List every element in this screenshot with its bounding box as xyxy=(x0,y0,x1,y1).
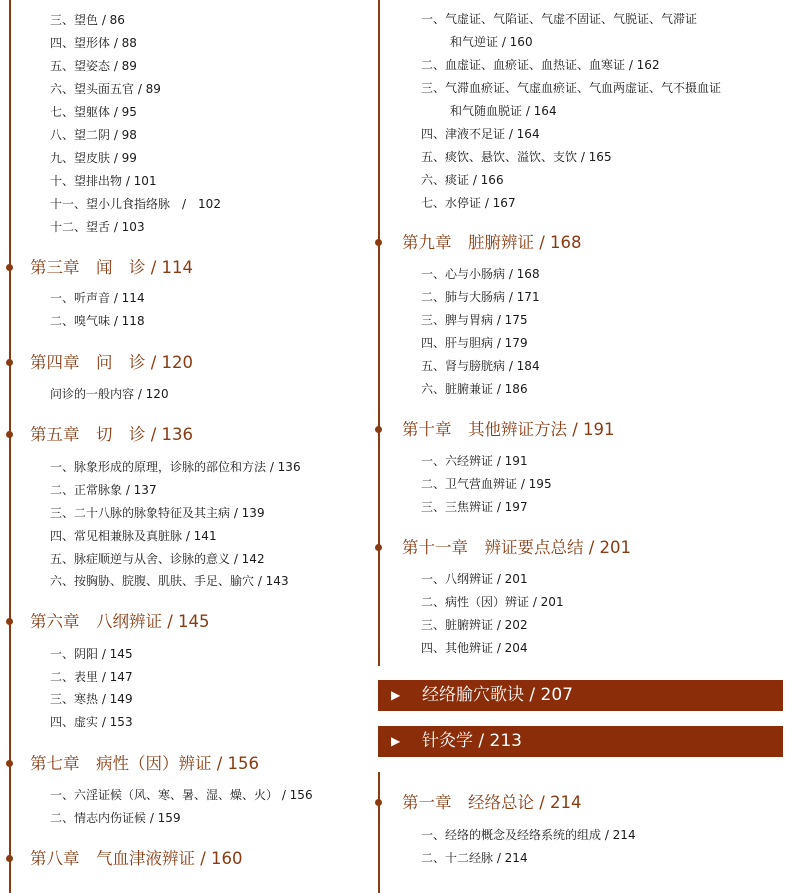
section-band-title: 经络腧穴歌诀 / 207 xyxy=(422,685,573,705)
toc-entry[interactable]: 五、脉症顺逆与从舍、诊脉的意义 / 142 xyxy=(50,552,265,566)
toc-entry[interactable]: 八、望二阴 / 98 xyxy=(50,128,137,142)
chapter-3-heading[interactable]: 第三章 闻 诊 / 114 xyxy=(30,258,194,277)
toc-entry[interactable]: 二、表里 / 147 xyxy=(50,670,133,684)
section-band-title: 针灸学 / 213 xyxy=(422,731,522,751)
chapter-marker-dot xyxy=(6,431,13,438)
toc-entry[interactable]: 六、按胸胁、脘腹、肌肤、手足、腧穴 / 143 xyxy=(50,574,289,588)
toc-entry[interactable]: 五、痰饮、悬饮、溢饮、支饮 / 165 xyxy=(421,150,612,164)
toc-entry[interactable]: 四、肝与胆病 / 179 xyxy=(421,336,528,350)
toc-entry[interactable]: 六、望头面五官 / 89 xyxy=(50,82,161,96)
chapter-11-heading[interactable]: 第十一章 辨证要点总结 / 201 xyxy=(402,538,632,557)
toc-entry[interactable]: 三、气滞血瘀证、气虚血瘀证、气血两虚证、气不摄血证 xyxy=(421,81,722,95)
toc-entry[interactable]: 二、十二经脉 / 214 xyxy=(421,851,528,865)
toc-entry[interactable]: 一、脉象形成的原理，诊脉的部位和方法 / 136 xyxy=(50,460,301,474)
toc-entry[interactable]: 三、脏腑辨证 / 202 xyxy=(421,618,528,632)
toc-entry[interactable]: 六、脏腑兼证 / 186 xyxy=(421,382,528,396)
chapter-10-heading[interactable]: 第十章 其他辨证方法 / 191 xyxy=(402,420,615,439)
toc-entry[interactable]: 一、阴阳 / 145 xyxy=(50,647,133,661)
chapter-marker-dot xyxy=(6,264,13,271)
toc-entry[interactable]: 四、其他辨证 / 204 xyxy=(421,641,528,655)
toc-entry[interactable]: 七、望躯体 / 95 xyxy=(50,105,137,119)
toc-entry[interactable]: 四、望形体 / 88 xyxy=(50,36,137,50)
toc-entry[interactable]: 三、寒热 / 149 xyxy=(50,692,133,706)
toc-entry[interactable]: 九、望皮肤 / 99 xyxy=(50,151,137,165)
toc-entry[interactable]: 七、水停证 / 167 xyxy=(421,196,516,210)
toc-entry-continuation: 和气随血脱证 / 164 xyxy=(450,104,557,118)
toc-entry[interactable]: 一、心与小肠病 / 168 xyxy=(421,267,540,281)
chapter-7-heading[interactable]: 第七章 病性（因）辨证 / 156 xyxy=(30,754,260,773)
chapter-6-heading[interactable]: 第六章 八纲辨证 / 145 xyxy=(30,612,210,631)
toc-entry[interactable]: 三、二十八脉的脉象特征及其主病 / 139 xyxy=(50,506,265,520)
toc-entry[interactable]: 一、经络的概念及经络系统的组成 / 214 xyxy=(421,828,636,842)
toc-entry[interactable]: 二、血虚证、血瘀证、血热证、血寒证 / 162 xyxy=(421,58,660,72)
toc-entry[interactable]: 三、望色 / 86 xyxy=(50,13,125,27)
chapter-5-heading[interactable]: 第五章 切 诊 / 136 xyxy=(30,425,194,444)
toc-entry[interactable]: 四、津液不足证 / 164 xyxy=(421,127,540,141)
toc-entry[interactable]: 一、六淫证候（风、寒、暑、湿、燥、火） / 156 xyxy=(50,788,313,802)
toc-entry[interactable]: 二、肺与大肠病 / 171 xyxy=(421,290,540,304)
toc-entry[interactable]: 四、虚实 / 153 xyxy=(50,715,133,729)
toc-entry[interactable]: 五、望姿态 / 89 xyxy=(50,59,137,73)
toc-entry[interactable]: 问诊的一般内容 / 120 xyxy=(50,387,169,401)
chapter-9-heading[interactable]: 第九章 脏腑辨证 / 168 xyxy=(402,233,582,252)
right-column-rule-bottom xyxy=(378,772,380,893)
toc-entry[interactable]: 六、痰证 / 166 xyxy=(421,173,504,187)
chapter-marker-dot xyxy=(375,544,382,551)
toc-entry[interactable]: 三、三焦辨证 / 197 xyxy=(421,500,528,514)
toc-entry[interactable]: 五、肾与膀胱病 / 184 xyxy=(421,359,540,373)
toc-entry[interactable]: 二、嗅气味 / 118 xyxy=(50,314,145,328)
chapter-marker-dot xyxy=(375,426,382,433)
toc-entry[interactable]: 一、气虚证、气陷证、气虚不固证、气脱证、气滞证 xyxy=(421,12,698,26)
chapter-4-heading[interactable]: 第四章 问 诊 / 120 xyxy=(30,353,194,372)
chapter-marker-dot xyxy=(375,239,382,246)
chapter-marker-dot xyxy=(375,799,382,806)
toc-entry[interactable]: 三、脾与胃病 / 175 xyxy=(421,313,528,327)
chapter-marker-dot xyxy=(6,855,13,862)
toc-entry[interactable]: 一、听声音 / 114 xyxy=(50,291,145,305)
section-band-meridian-songs[interactable] xyxy=(378,680,783,711)
triangle-right-icon: ▶ xyxy=(391,688,401,702)
acupuncture-chapter-1-heading[interactable]: 第一章 经络总论 / 214 xyxy=(402,793,582,812)
right-column-rule-top xyxy=(378,0,380,666)
toc-entry[interactable]: 十、望排出物 / 101 xyxy=(50,174,157,188)
toc-entry[interactable]: 二、正常脉象 / 137 xyxy=(50,483,157,497)
toc-entry[interactable]: 十一、望小儿食指络脉 / 102 xyxy=(50,197,221,211)
toc-entry[interactable]: 二、情志内伤证候 / 159 xyxy=(50,811,181,825)
toc-entry[interactable]: 十二、望舌 / 103 xyxy=(50,220,145,234)
section-band-acupuncture[interactable] xyxy=(378,726,783,757)
chapter-marker-dot xyxy=(6,760,13,767)
toc-entry[interactable]: 四、常见相兼脉及真脏脉 / 141 xyxy=(50,529,217,543)
toc-entry[interactable]: 一、八纲辨证 / 201 xyxy=(421,572,528,586)
chapter-marker-dot xyxy=(6,618,13,625)
toc-entry[interactable]: 二、病性（因）辨证 / 201 xyxy=(421,595,564,609)
triangle-right-icon: ▶ xyxy=(391,734,401,748)
toc-entry[interactable]: 二、卫气营血辨证 / 195 xyxy=(421,477,552,491)
toc-entry-continuation: 和气逆证 / 160 xyxy=(450,35,533,49)
chapter-8-heading[interactable]: 第八章 气血津液辨证 / 160 xyxy=(30,849,243,868)
toc-entry[interactable]: 一、六经辨证 / 191 xyxy=(421,454,528,468)
chapter-marker-dot xyxy=(6,359,13,366)
